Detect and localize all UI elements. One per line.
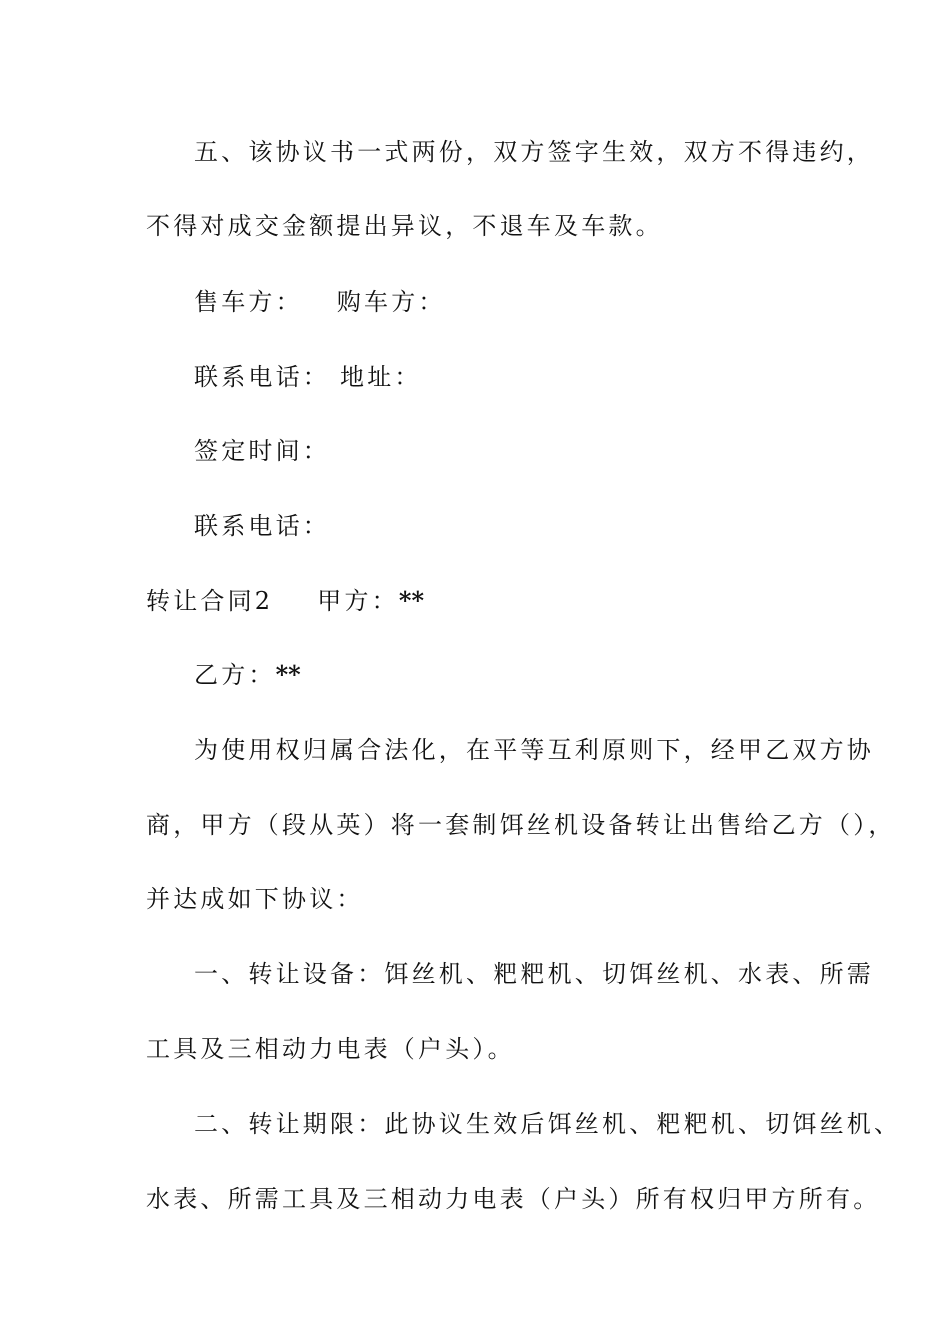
address-label: 地址： xyxy=(340,363,422,391)
party-b-label: 乙方： xyxy=(194,661,276,689)
clause-5-line-2: 不得对成交金额提出异议，不退车及车款。 xyxy=(146,212,663,240)
sign-time-label: 签定时间： xyxy=(194,437,330,465)
clause-1-line-2: 工具及三相动力电表（户头）。 xyxy=(146,1035,515,1063)
party-a-label: 甲方： xyxy=(317,587,399,615)
intro-line-3: 并达成如下协议： xyxy=(146,885,364,913)
phone-label: 联系电话： xyxy=(194,363,330,391)
clause-2-line-1: 二、转让期限：此协议生效后饵丝机、粑粑机、切饵丝机、 xyxy=(194,1110,902,1138)
contract-2-title: 转让合同2 xyxy=(146,587,274,615)
buyer-label: 购车方： xyxy=(336,288,446,316)
contact-row xyxy=(194,361,864,393)
clause-5-line-1: 五、该协议书一式两份，双方签字生效，双方不得违约， xyxy=(194,138,874,166)
seller-label: 售车方： xyxy=(194,288,303,316)
phone-label-2: 联系电话： xyxy=(194,512,330,540)
contract-2-heading-row xyxy=(146,585,816,617)
intro-line-2: 商，甲方（段从英）将一套制饵丝机设备转让出售给乙方（）， xyxy=(146,811,896,839)
clause-1-line-1: 一、转让设备：饵丝机、粑粑机、切饵丝机、水表、所需 xyxy=(194,960,874,988)
clause-2-line-2: 水表、所需工具及三相动力电表（户头）所有权归甲方所有。 xyxy=(146,1185,881,1213)
signature-row xyxy=(194,286,864,318)
party-a-value: ** xyxy=(398,586,424,615)
party-b-value: ** xyxy=(275,660,301,689)
party-b-row xyxy=(194,659,864,691)
intro-line-1: 为使用权归属合法化，在平等互利原则下，经甲乙双方协 xyxy=(194,736,874,764)
